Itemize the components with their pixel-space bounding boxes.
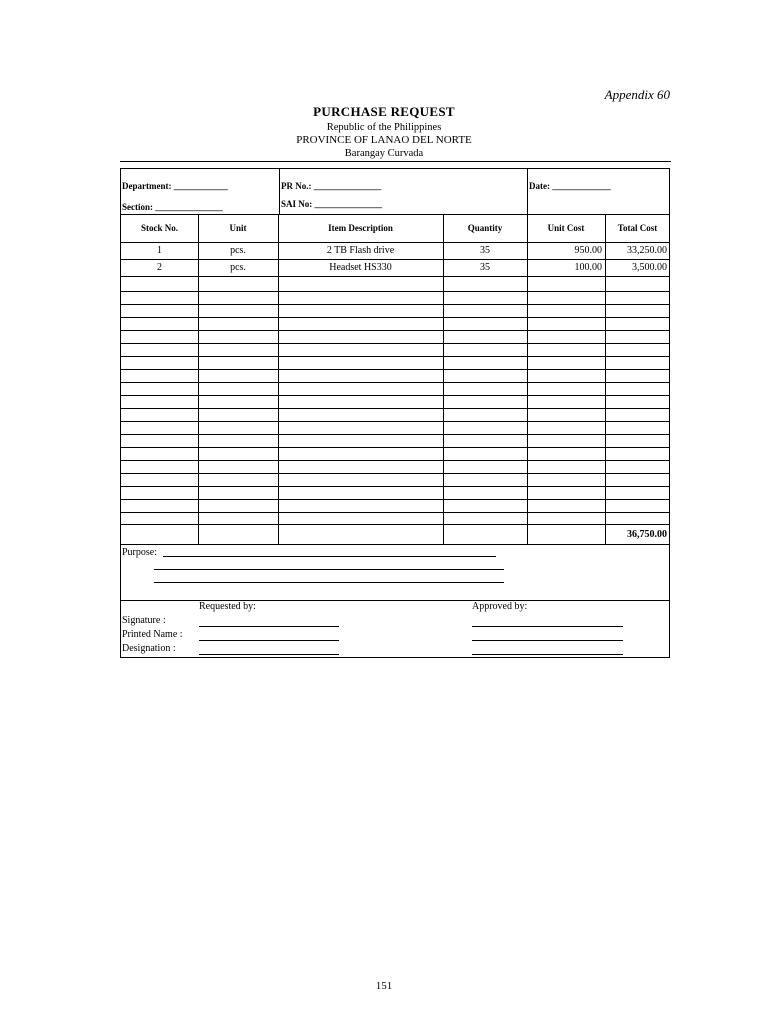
purpose-label: Purpose: bbox=[122, 547, 157, 558]
row-line bbox=[121, 395, 669, 396]
purpose-line-2[interactable] bbox=[154, 569, 504, 570]
row-1-total-cost: 33,250.00 bbox=[627, 245, 667, 256]
date-field[interactable]: Date: _____________ bbox=[529, 181, 611, 191]
requested-signature-line[interactable] bbox=[199, 626, 339, 627]
col-header-item-description: Item Description bbox=[328, 223, 393, 233]
row-line bbox=[121, 259, 669, 260]
row-line bbox=[121, 499, 669, 500]
row-line bbox=[121, 330, 669, 331]
row-1-unit: pcs. bbox=[230, 245, 246, 256]
info-divider-1 bbox=[279, 169, 280, 214]
row-line bbox=[121, 291, 669, 292]
row-line bbox=[121, 447, 669, 448]
printed-name-label: Printed Name : bbox=[122, 629, 183, 640]
row-2-unit-cost: 100.00 bbox=[574, 262, 602, 273]
requested-by-label: Requested by: bbox=[199, 601, 256, 612]
col-header-total-cost: Total Cost bbox=[617, 223, 658, 233]
requested-printed-name-line[interactable] bbox=[199, 640, 339, 641]
row-line bbox=[121, 512, 669, 513]
row-2-unit: pcs. bbox=[230, 262, 246, 273]
row-1-stock-no: 1 bbox=[157, 245, 162, 256]
barangay-line: Barangay Curvada bbox=[344, 148, 424, 159]
designation-label: Designation : bbox=[122, 643, 176, 654]
grand-total: 36,750.00 bbox=[627, 529, 667, 540]
row-line bbox=[121, 343, 669, 344]
info-divider-2 bbox=[527, 169, 528, 214]
sai-no-field[interactable]: SAI No: _______________ bbox=[281, 199, 383, 209]
row-line bbox=[121, 486, 669, 487]
info-bottom-line bbox=[121, 214, 669, 215]
row-line bbox=[121, 356, 669, 357]
purpose-line-1[interactable] bbox=[163, 556, 496, 557]
province-line: PROVINCE OF LANAO DEL NORTE bbox=[296, 134, 472, 146]
pr-no-field[interactable]: PR No.: _______________ bbox=[281, 181, 382, 191]
row-line bbox=[121, 276, 669, 277]
purpose-line-3[interactable] bbox=[154, 582, 504, 583]
section-field[interactable]: Section: _______________ bbox=[122, 202, 223, 212]
appendix-label: Appendix 60 bbox=[604, 87, 670, 102]
approved-printed-name-line[interactable] bbox=[472, 640, 623, 641]
row-line bbox=[121, 408, 669, 409]
row-1-quantity: 35 bbox=[480, 245, 490, 256]
approved-designation-line[interactable] bbox=[472, 654, 623, 655]
department-field[interactable]: Department: ____________ bbox=[122, 181, 228, 191]
col-header-quantity: Quantity bbox=[467, 223, 503, 233]
row-line bbox=[121, 382, 669, 383]
header-bottom-line bbox=[121, 242, 669, 243]
row-line bbox=[121, 460, 669, 461]
republic-line: Republic of the Philippines bbox=[326, 122, 442, 133]
approved-signature-line[interactable] bbox=[472, 626, 623, 627]
row-2-total-cost: 3,500.00 bbox=[632, 262, 667, 273]
row-line bbox=[121, 434, 669, 435]
row-line bbox=[121, 421, 669, 422]
row-1-description: 2 TB Flash drive bbox=[326, 245, 395, 256]
approved-by-label: Approved by: bbox=[472, 601, 528, 612]
table-bottom-line bbox=[121, 544, 669, 545]
header-divider bbox=[120, 161, 671, 162]
col-header-stock-no: Stock No. bbox=[140, 223, 178, 233]
row-line bbox=[121, 369, 669, 370]
row-line bbox=[121, 317, 669, 318]
col-header-unit: Unit bbox=[229, 223, 247, 233]
col-header-unit-cost: Unit Cost bbox=[547, 223, 585, 233]
row-2-description: Headset HS330 bbox=[329, 262, 392, 273]
row-2-quantity: 35 bbox=[480, 262, 490, 273]
form-title: PURCHASE REQUEST bbox=[313, 104, 455, 119]
signature-label: Signature : bbox=[122, 615, 166, 626]
row-line bbox=[121, 304, 669, 305]
page-number: 151 bbox=[375, 980, 393, 992]
row-1-unit-cost: 950.00 bbox=[574, 245, 602, 256]
row-2-stock-no: 2 bbox=[157, 262, 162, 273]
purchase-request-form bbox=[120, 168, 670, 658]
row-line bbox=[121, 473, 669, 474]
row-line bbox=[121, 524, 669, 525]
requested-designation-line[interactable] bbox=[199, 654, 339, 655]
